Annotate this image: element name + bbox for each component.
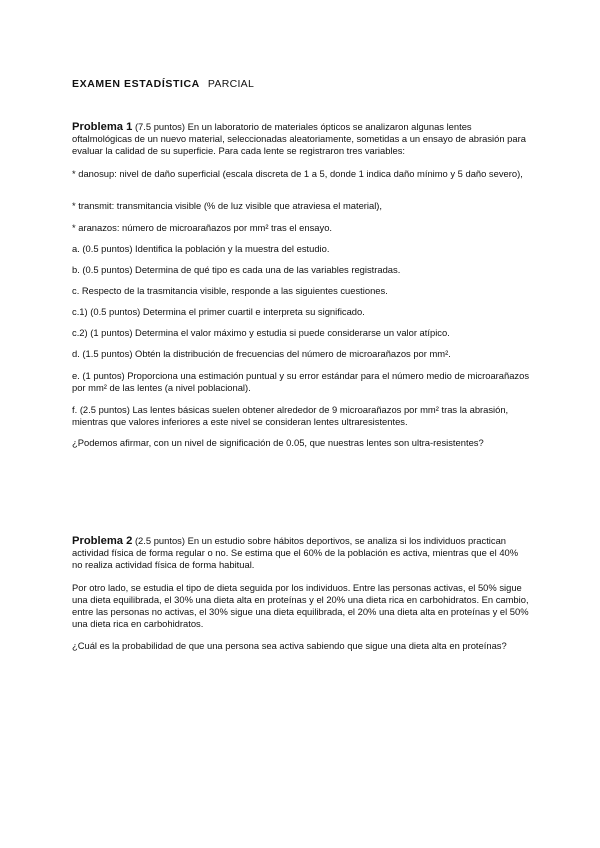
problem1-intro-text: En un laboratorio de materiales ópticos se analizaron algunas lentes oftalmológicas de un nuevo material, seleccionadas aleatoriamente, sometidas a un ensayo de abrasión para evaluar la calidad de su superficie. Para cada lente se registraron tres variables: bbox=[72, 121, 526, 156]
problem1-heading: Problema 1 bbox=[72, 121, 133, 133]
exam-title-main: EXAMEN ESTADÍSTICA bbox=[72, 78, 200, 90]
problem1-var-danosup: * danosup: nivel de daño superficial (escala discreta de 1 a 5, donde 1 indica daño mínimo y 5 daño severo), bbox=[72, 168, 523, 179]
problem2-intro bbox=[72, 535, 530, 571]
problem1-question-f-text: ¿Podemos afirmar, con un nivel de significación de 0.05, que nuestras lentes son ultra-resistentes? bbox=[72, 437, 484, 448]
problem1-question-b: b. (0.5 puntos) Determina de qué tipo es cada una de las variables registradas. bbox=[72, 264, 401, 275]
problem1-var-transmit: * transmit: transmitancia visible (% de luz visible que atraviesa el material), bbox=[72, 200, 383, 211]
exam-title-sub: PARCIAL bbox=[207, 78, 255, 90]
problem2-points: (2.5 puntos) bbox=[134, 535, 185, 546]
problem2-diet-paragraph: Por otro lado, se estudia el tipo de dieta seguida por los individuos. Entre las personas activas, el 50% sigue una dieta equilibrada, el 30% una dieta alta en proteínas y el 20% una dieta rica en carbohidratos. En cambio, entre las personas no activas, el 30% sigue una dieta equilibrada, el 20% una dieta alta en proteínas y el 50% una dieta rica en carbohidratos. bbox=[72, 582, 529, 629]
problem1-question-c: c. Respecto de la trasmitancia visible, responde a las siguientes cuestiones. bbox=[72, 285, 388, 296]
problem1-points: (7.5 puntos) bbox=[134, 121, 185, 132]
problem2-heading: Problema 2 bbox=[72, 535, 133, 547]
problem1-question-f: f. (2.5 puntos) Las lentes básicas suelen obtener alrededor de 9 microarañazos por mm² tras la abrasión, mientras que valores inferiores a este nivel se consideran lentes ultraresistentes. bbox=[72, 404, 509, 427]
problem1-intro bbox=[72, 121, 530, 157]
problem1-question-a: a. (0.5 puntos) Identifica la población y la muestra del estudio. bbox=[72, 243, 330, 254]
problem1-var-aranazos: * aranazos: número de microarañazos por mm² tras el ensayo. bbox=[72, 222, 333, 233]
problem1-question-c2: c.2) (1 puntos) Determina el valor máximo y estudia si puede considerarse un valor atípico. bbox=[72, 327, 450, 338]
problem1-question-e: e. (1 puntos) Proporciona una estimación puntual y su error estándar para el número medio de microarañazos por mm² de las lentes (a nivel poblacional). bbox=[72, 370, 530, 393]
problem1-question-d: d. (1.5 puntos) Obtén la distribución de frecuencias del número de microarañazos por mm². bbox=[72, 348, 451, 359]
problem2-intro-text: En un estudio sobre hábitos deportivos, se analiza si los individuos practican actividad física de forma regular o no. Se estima que el 60% de la población es activa, mientras que el 40% no realiza actividad física de forma habitual. bbox=[72, 535, 519, 570]
exam-title bbox=[72, 78, 254, 90]
problem2-question: ¿Cuál es la probabilidad de que una persona sea activa sabiendo que sigue una dieta alta en proteínas? bbox=[72, 640, 507, 651]
problem1-question-c1: c.1) (0.5 puntos) Determina el primer cuartil e interpreta su significado. bbox=[72, 306, 365, 317]
